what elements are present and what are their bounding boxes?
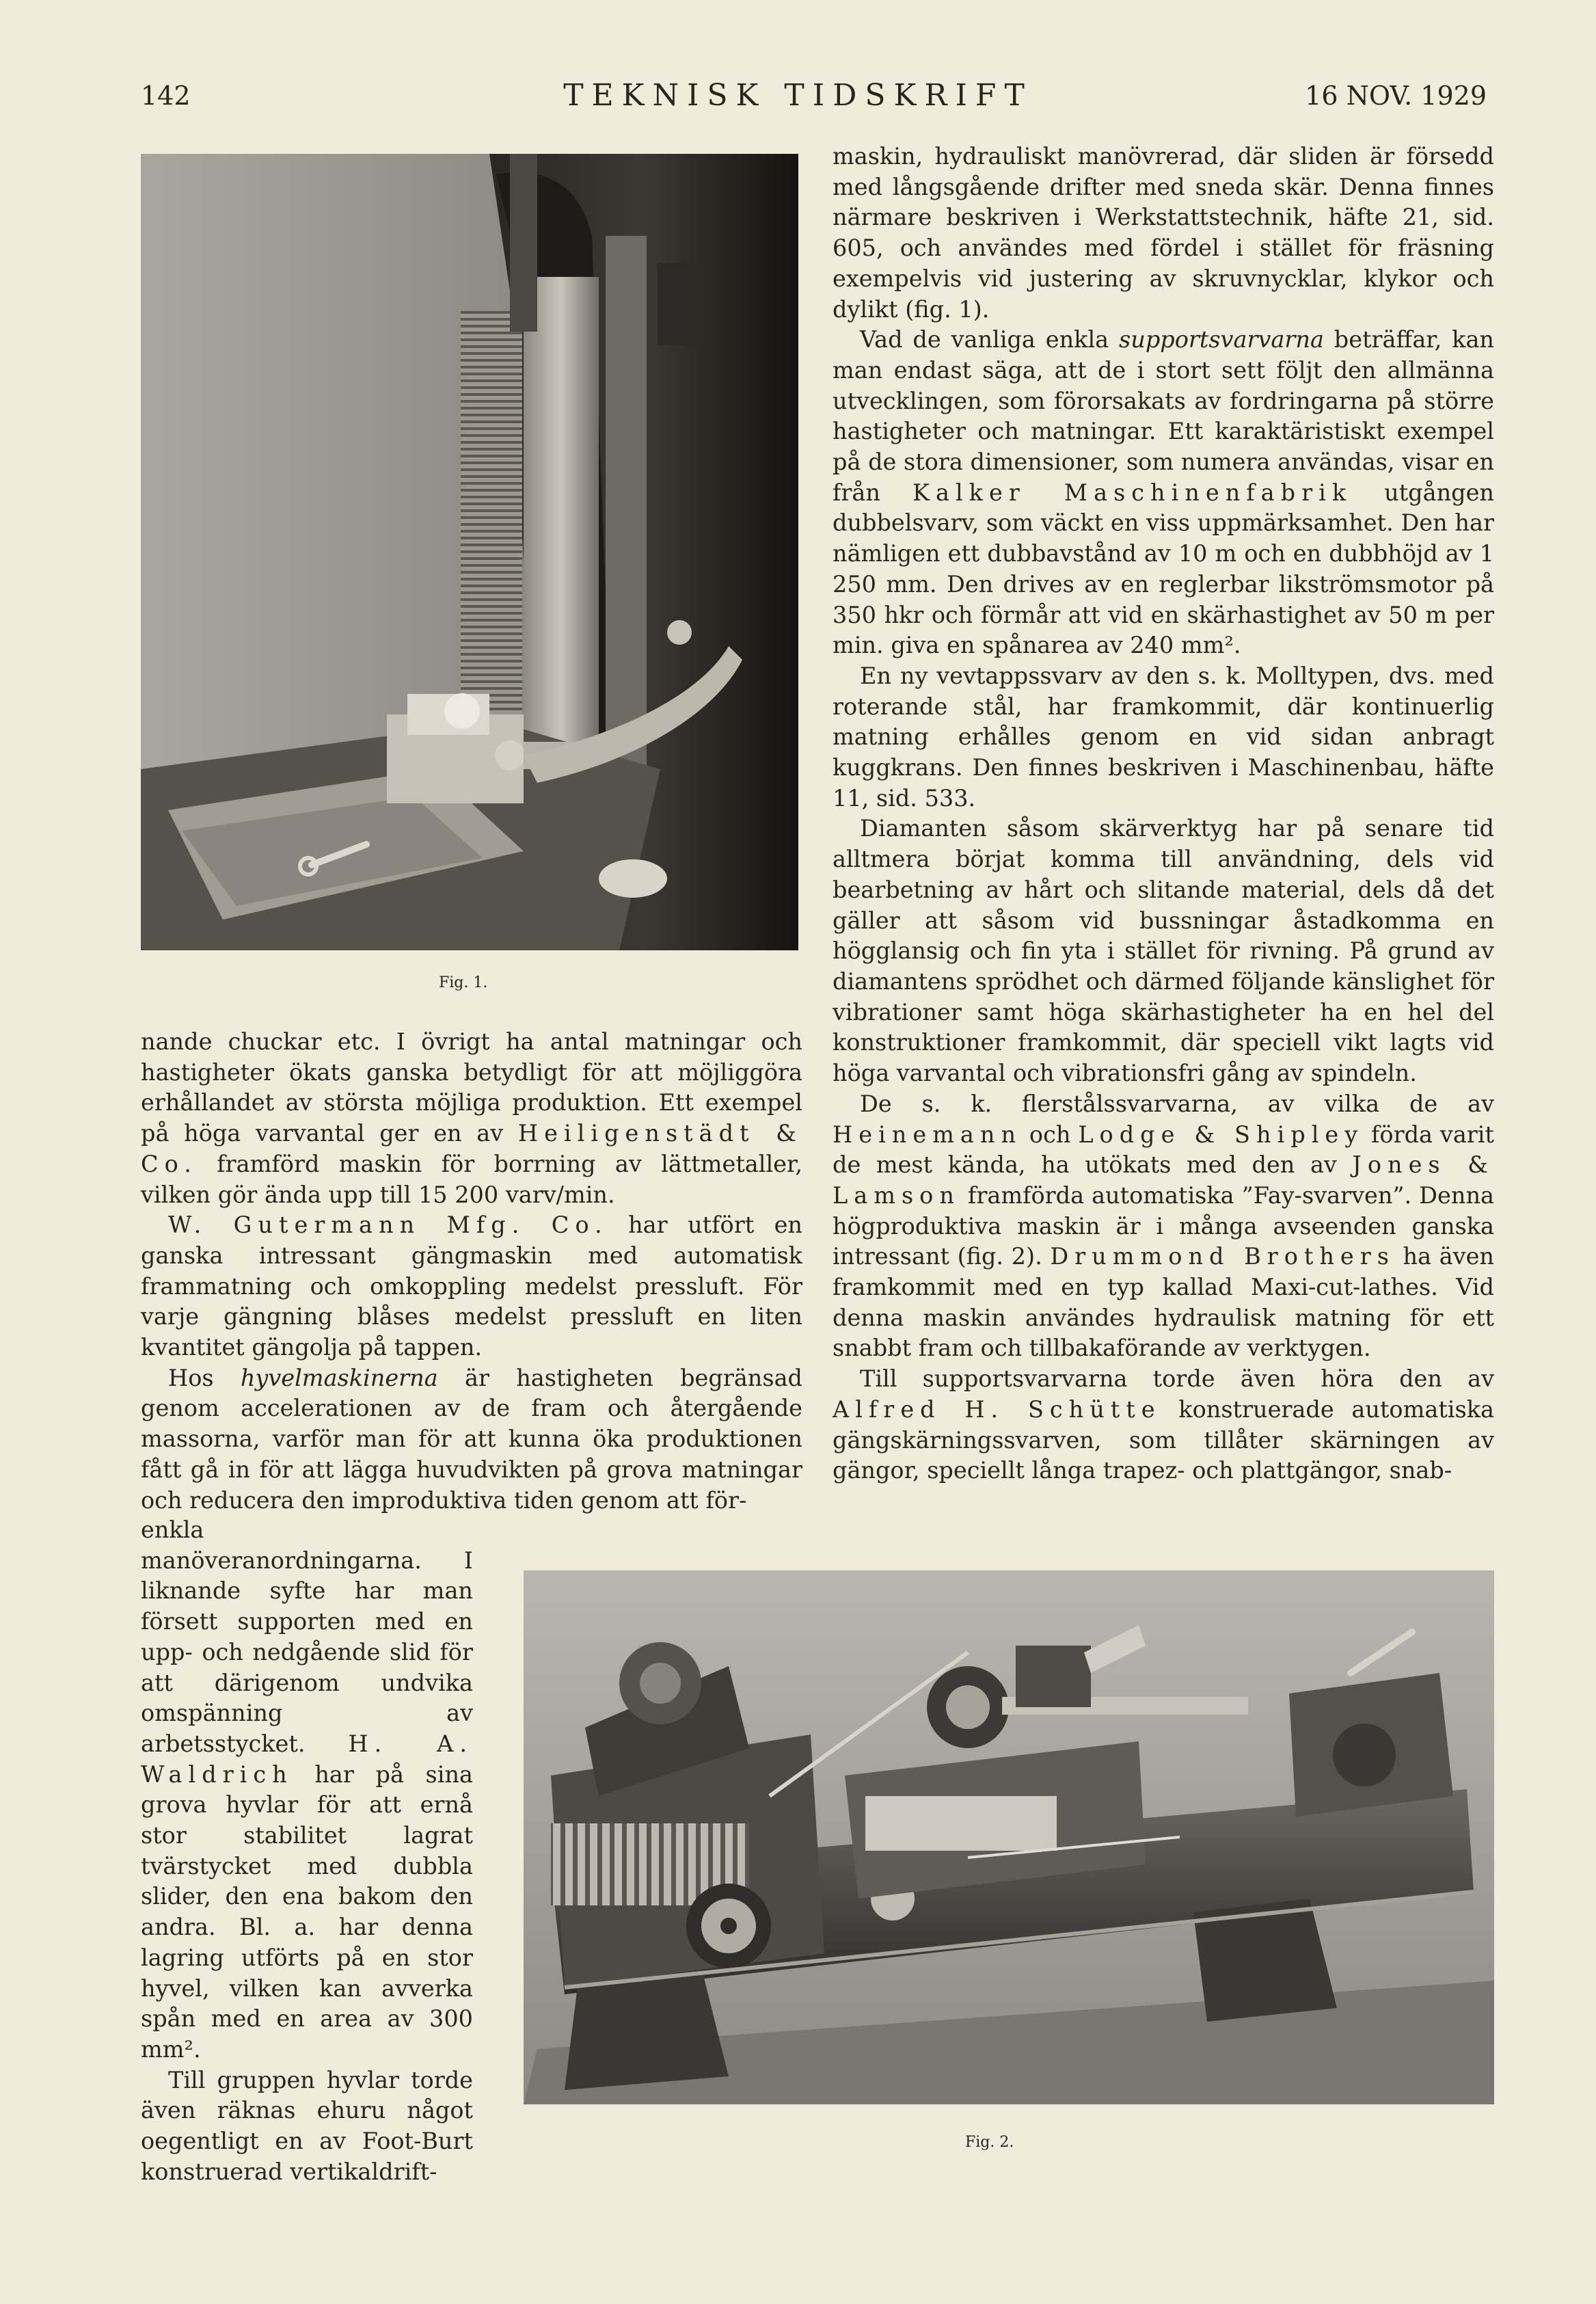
spaced-name: Kalker Maschinenfabrik (912, 479, 1353, 506)
paragraph: Till gruppen hyvlar torde även räknas ehuru något oegentligt en av Foot-Burt konstruerad vertikaldrift- (141, 2066, 473, 2185)
paragraph (141, 1515, 473, 2065)
emphasis: supportsvarvarna (1119, 326, 1324, 353)
paragraph: maskin, hydrauliskt manövrerad, där sliden är försedd med långsgående drifter med sneda skär. Denna finnes närmare beskriven i Werkstattstechnik, häfte 21, sid. 605, och användes med fördel i stället för fräsning exempelvis vid justering av skruvnycklar, klykor och dylikt (fig. 1). (833, 143, 1494, 323)
left-column-text (141, 1027, 802, 1516)
paragraph (833, 325, 1494, 661)
paragraph: En ny vevtappssvarv av den s. k. Molltypen, dvs. med roterande stål, har framkommit, där kontinuerlig matning erhålles genom en vid sidan anbragt kuggkrans. Den finnes beskriven i Maschinenbau, häfte 11, sid. 533. (833, 662, 1494, 812)
spaced-name: Heiligenstädt & Co. (141, 1120, 803, 1177)
text-run: nande chuckar etc. I övrigt ha antal matningar och hastigheter ökats ganska betydligt för att möjliggöra erhållandet av största möjliga produktion. Ett exempel på höga varvantal ger en av (141, 1028, 802, 1147)
paragraph (141, 1027, 802, 1210)
left-column-narrow-text (141, 1515, 473, 2187)
text-run: framförd maskin för borrning av lättmetaller, vilken gör ända upp till 15 200 varv/min. (141, 1150, 802, 1208)
text-run: Till supportsvarvarna torde även höra den av (860, 1365, 1494, 1393)
spaced-name: W. Gutermann Mfg. Co. (168, 1211, 608, 1239)
paragraph: Diamanten såsom skärverktyg har på senare tid alltmera börjat komma till användning, dels vid bearbetning av hårt och slitande material, dels då det gäller att såsom vid bussningar åstadkomma en högglansig och fin yta i stället för rivning. På grund av diamantens sprödhet och därmed följande känslighet för vibrationer samt höga skärhastigheter ha en hel del konstruktioner framkommit, där speciell vikt lagts vid höga varvantal och vibrationsfri gång av spindeln. (833, 815, 1494, 1087)
figure-2-photo (524, 1570, 1494, 2104)
page-number: 142 (141, 81, 191, 111)
text-run: utgången dubbelsvarv, som väckt en viss uppmärksamhet. Den har nämligen ett dubbavstånd av 10 m och en dubbhöjd av 1 250 mm. Den drives av en reglerbar likströmsmotor på 350 hkr och förmår att vid en skärhastighet av 50 m per min. giva en spånarea av 240 mm². (833, 479, 1495, 659)
paragraph (141, 1363, 802, 1516)
spaced-name: Alfred H. Schütte (833, 1395, 1161, 1423)
text-run: förda varit de mest kända, ha utökats med den av (833, 1121, 1494, 1179)
text-run: har utfört en ganska intressant gängmaskin med automatisk frammatning och omkoppling medelst pressluft. För varje gängning blåses medelst pressluft en liten kvantitet gängolja på tappen. (141, 1211, 802, 1361)
text-run: Hos (168, 1364, 241, 1391)
emphasis: hyvelmaskinerna (240, 1364, 438, 1391)
spaced-name: Jones & Lamson (833, 1151, 1494, 1209)
figure-1-photo (141, 154, 798, 950)
text-run: är hastigheten begränsad genom accelerationen av de fram och återgående massorna, varför man för att kunna öka produktionen fått gå in för att lägga huvudvikten på grova matningar och reducera den improduktiva tiden genom att för- (141, 1364, 802, 1514)
spaced-name: Heinemann (833, 1121, 1023, 1148)
text-run: och (1022, 1121, 1079, 1148)
figure-2-illustration (524, 1570, 1494, 2104)
paragraph (833, 1364, 1494, 1486)
text-run: ha även framkommit med en typ kallad Maxi-cut-lathes. Vid denna maskin användes hydraulisk matning för ett snabbt fram och tillbakaförande av verktygen. (833, 1243, 1494, 1362)
text-run: Vad de vanliga enkla (860, 326, 1120, 353)
spaced-name: Lodge & Shipley (1078, 1121, 1364, 1148)
journal-title: TEKNISK TIDSKRIFT (563, 78, 1033, 113)
paragraph (141, 1210, 802, 1363)
figure-2-caption: Fig. 2. (965, 2134, 1014, 2151)
right-column-text (833, 142, 1494, 1486)
spaced-name: Drummond Brothers (1050, 1243, 1395, 1270)
figure-1-illustration (141, 154, 798, 950)
paragraph (833, 1089, 1494, 1364)
spaced-name: H. A. Waldrich (141, 1730, 473, 1788)
text-run: De s. k. flerstålssvarvarna, av vilka de av (860, 1090, 1494, 1117)
text-run: beträffar, kan man endast säga, att de i stort sett följt den allmänna utvecklingen, som förorsakats av fordringarna på större hastigheter och matningar. Ett karaktäristiskt exempel på de stora dimensioner, som numera användas, visar en från (833, 326, 1495, 506)
text-run: enkla manöveranordningarna. I liknande syfte har man försett supporten med en upp- och nedgående slid för att därigenom undvika omspänning av arbetsstycket. (141, 1516, 473, 1757)
text-run: konstruerade automatiska gängskärningssvarven, som tillåter skärningen av gängor, speciellt långa trapez- och plattgängor, snab- (833, 1395, 1494, 1484)
figure-1-caption: Fig. 1. (439, 974, 488, 991)
issue-date: 16 NOV. 1929 (1305, 81, 1487, 111)
text-run: har på sina grova hyvlar för att ernå stor stabilitet lagrat tvärstycket med dubbla slider, den ena bakom den andra. Bl. a. har denna lagring utförts på en stor hyvel, vilken kan avverka spån med en area av 300 mm². (141, 1760, 473, 2063)
text-run: framförda automatiska ”Fay-svarven”. Denna högproduktiva maskin är i många avseenden ganska intressant (fig. 2). (833, 1181, 1494, 1270)
